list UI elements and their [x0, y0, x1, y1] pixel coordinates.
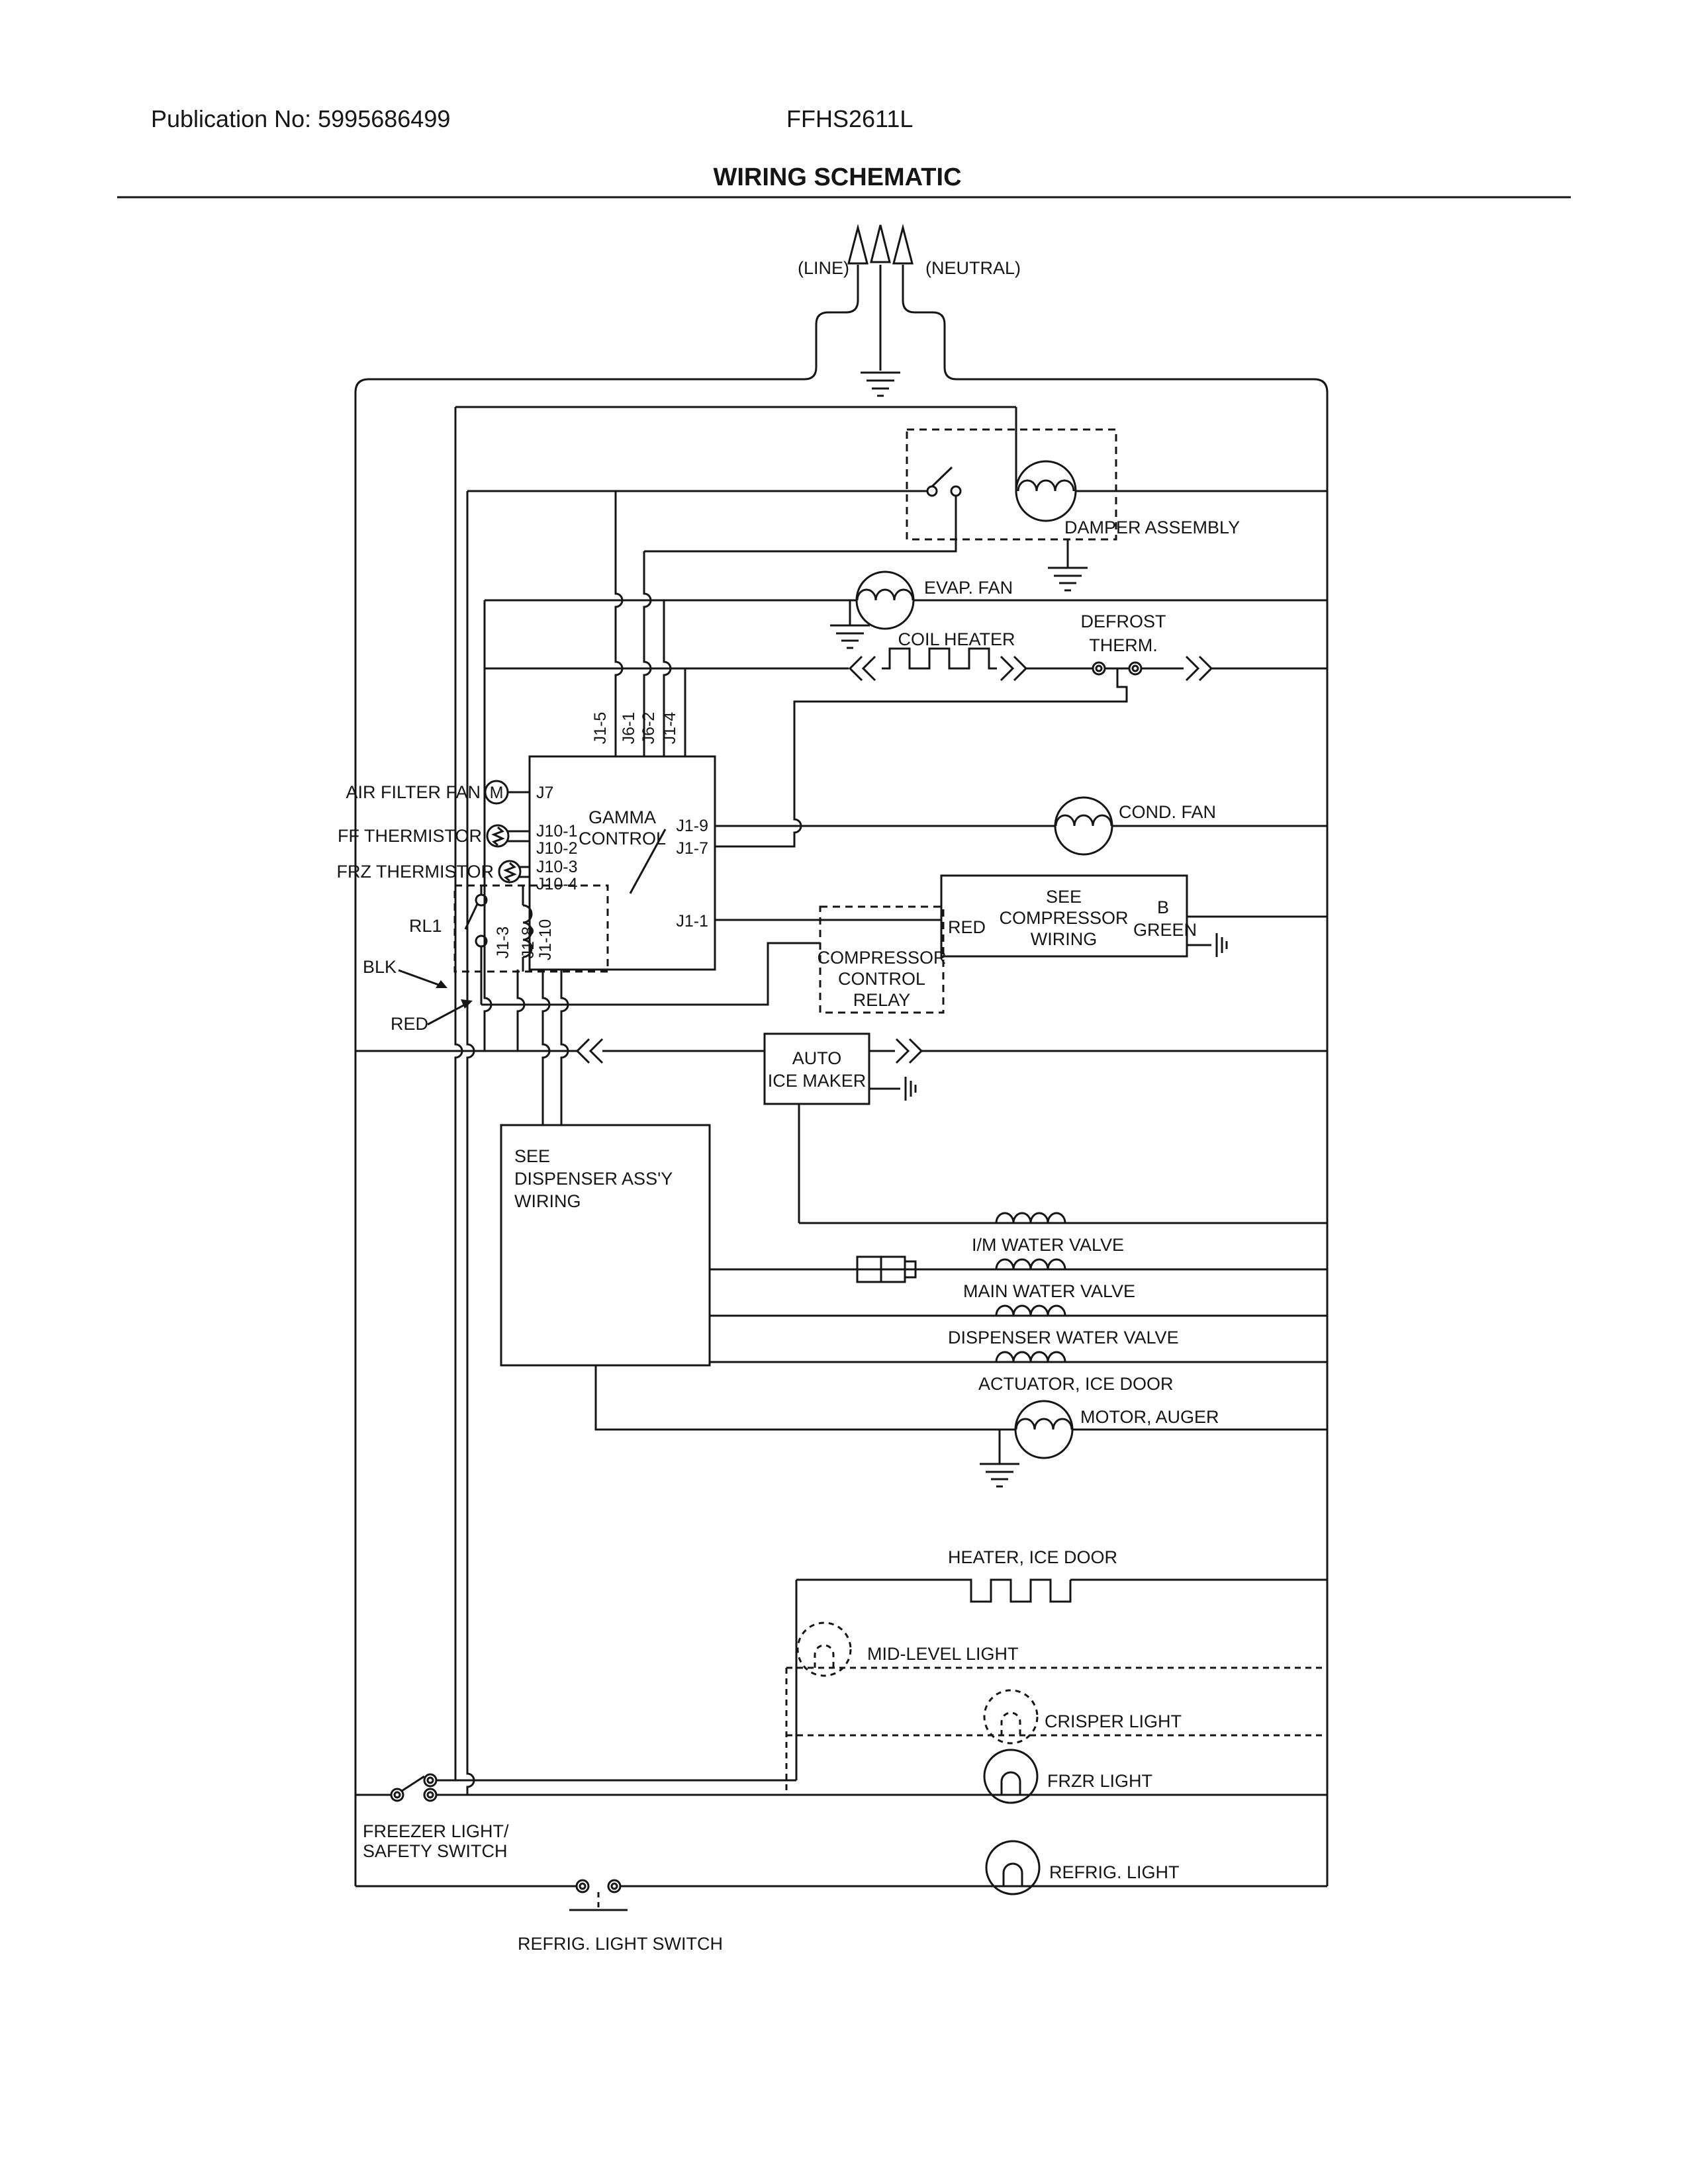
blk-leader [399, 970, 442, 986]
pin-label-j6-1: J6-1 [620, 711, 638, 745]
damper-switch-arm [932, 467, 952, 486]
relay-label-3: RELAY [853, 990, 911, 1010]
disp-label-1: SEE [514, 1146, 551, 1166]
pin-rail-j1-10 [561, 970, 568, 1125]
defrost-terminal [1133, 666, 1138, 671]
line-arrow-icon [849, 228, 867, 263]
ice-door-actuator [710, 1352, 1327, 1394]
cond-fan [715, 797, 1327, 854]
freezer-switch-label-1: FREEZER LIGHT/ [363, 1821, 509, 1841]
damper-ground-icon [1048, 568, 1088, 590]
disp-label-3: WIRING [514, 1191, 581, 1211]
damper-motor-coil [1018, 480, 1074, 491]
pin-label-j1-7: J1-7 [676, 839, 708, 858]
pin-label-j6-2: J6-2 [639, 711, 658, 745]
comp-ground-icon [1217, 933, 1227, 957]
im-water-valve [799, 1213, 1327, 1255]
chevron-right-icon [1186, 657, 1211, 680]
freezer-safety-switch [355, 1774, 1327, 1861]
auger-motor-icon [1015, 1401, 1072, 1458]
defrost-to-j1-7-wire [715, 668, 1127, 846]
refrig-light-switch [518, 1880, 723, 1954]
cond-fan-label: COND. FAN [1119, 802, 1217, 822]
switch-terminal [580, 1884, 585, 1889]
pin-label-j1-9: J1-9 [676, 817, 708, 835]
crisper-label: CRISPER LIGHT [1045, 1711, 1182, 1731]
chevron-right-icon [896, 1039, 921, 1063]
air-filter-fan-label: AIR FILTER FAN [346, 782, 481, 802]
cond-fan-motor-icon [1055, 797, 1112, 854]
line-label: (LINE) [797, 258, 849, 278]
page-title: WIRING SCHEMATIC [713, 163, 962, 191]
pin-label-j7: J7 [536, 784, 554, 802]
icemaker-label-2: ICE MAKER [767, 1071, 867, 1091]
pin-rail-j1-8 [543, 970, 549, 1125]
switch-terminal [428, 1778, 433, 1783]
relay-label-1: COMPRESSOR [817, 948, 947, 968]
damper-switch-branch [644, 496, 956, 551]
defrost-terminal [1129, 662, 1141, 674]
comp-see-label: SEE [1045, 887, 1082, 907]
left-rails [455, 407, 491, 1795]
main-valve-coil-icon [996, 1259, 1065, 1269]
defrost-label-1: DEFROST [1080, 612, 1166, 631]
damper-label: DAMPER ASSEMBLY [1064, 518, 1241, 537]
frzr-label: FRZR LIGHT [1047, 1771, 1152, 1791]
ice-maker-box [765, 1034, 869, 1104]
switch-terminal [391, 1789, 403, 1801]
defrost-label-2: THERM. [1089, 635, 1158, 655]
im-valve-coil-icon [996, 1213, 1065, 1223]
comp-compressor-label: COMPRESSOR [999, 908, 1129, 928]
ff-thermistor-label: FF THERMISTOR [337, 826, 482, 846]
switch-terminal [577, 1880, 588, 1892]
chevron-right-icon [1001, 657, 1026, 680]
disp-valve-label: DISPENSER WATER VALVE [948, 1328, 1179, 1347]
actuator-label: ACTUATOR, ICE DOOR [978, 1374, 1174, 1394]
pin-rail-j1-3 [518, 970, 524, 1051]
evap-ground-icon [830, 625, 870, 648]
red-leader [428, 1003, 467, 1024]
pin-label-j1-10: J1-10 [536, 919, 555, 961]
damper-assembly [467, 407, 1327, 590]
damper-switch-terminal [951, 486, 961, 496]
auger-ground-icon [980, 1464, 1019, 1486]
pin-label-j1-1: J1-1 [676, 912, 708, 931]
refrig-switch-label: REFRIG. LIGHT SWITCH [518, 1934, 724, 1954]
chevron-left-icon [850, 657, 875, 680]
actuator-coil-icon [996, 1352, 1065, 1362]
comp-red-label: RED [948, 917, 986, 937]
model-number: FFHS2611L [786, 105, 914, 132]
ground-arrow-icon [871, 225, 890, 262]
disp-label-2: DISPENSER ASS'Y [514, 1169, 673, 1189]
pin-label-j1-3: J1-3 [494, 926, 512, 959]
switch-terminal [608, 1880, 620, 1892]
main-valve-label: MAIN WATER VALVE [963, 1281, 1136, 1301]
damper-motor-icon [1016, 461, 1076, 521]
rl1-label: RL1 [409, 916, 442, 936]
pin-label-j10-1: J10-1 [536, 822, 578, 841]
gamma-label-1: GAMMA [588, 807, 657, 827]
switch-terminal [395, 1792, 400, 1797]
pin-label-j1-5: J1-5 [591, 711, 610, 745]
gamma-label-2: CONTROL [578, 829, 667, 848]
auger-motor [596, 1365, 1327, 1486]
chevron-left-icon [577, 1039, 602, 1063]
mid-level-light [786, 1623, 1327, 1795]
pin-label-j10-4: J10-4 [536, 875, 578, 893]
icemaker-ground-icon [906, 1077, 915, 1101]
auger-label: MOTOR, AUGER [1080, 1407, 1219, 1427]
comp-b-label: B [1156, 897, 1170, 917]
switch-arm [402, 1776, 424, 1791]
dispenser-water-valve [710, 1306, 1327, 1347]
pin-label-j1-8: J1-8 [519, 926, 538, 959]
pin-label-j10-2: J10-2 [536, 839, 578, 858]
neutral-label: (NEUTRAL) [925, 258, 1021, 278]
switch-terminal [424, 1774, 436, 1786]
page-header [117, 105, 1571, 197]
blk-label: BLK [363, 957, 397, 977]
neutral-arrow-icon [894, 228, 912, 263]
defrost-terminal [1093, 662, 1105, 674]
heater-label: HEATER, ICE DOOR [948, 1547, 1118, 1567]
coil-heater-resistor-icon [882, 649, 997, 668]
frz-thermistor-label: FRZ THERMISTOR [336, 862, 494, 882]
pin-label-j1-4: J1-4 [661, 711, 679, 745]
refrig-label: REFRIG. LIGHT [1049, 1862, 1180, 1882]
dispenser-assy-box [501, 1125, 710, 1365]
midlevel-label: MID-LEVEL LIGHT [867, 1644, 1019, 1664]
comp-wiring-label: WIRING [1030, 929, 1098, 949]
switch-terminal [612, 1884, 617, 1889]
defrost-terminal [1096, 666, 1102, 671]
freezer-switch-label-2: SAFETY SWITCH [363, 1841, 508, 1861]
red-label: RED [391, 1014, 429, 1034]
main-ground-icon [861, 373, 900, 396]
disp-valve-coil-icon [996, 1306, 1065, 1316]
pin-label-j10-3: J10-3 [536, 858, 578, 876]
switch-terminal [428, 1792, 433, 1797]
motor-m-label: M [489, 784, 504, 802]
icemaker-label-1: AUTO [792, 1048, 842, 1068]
ice-door-heater [796, 1547, 1327, 1780]
heater-resistor-icon [963, 1580, 1070, 1602]
evap-fan-label: EVAP. FAN [924, 578, 1013, 598]
crisper-light [786, 1690, 1327, 1743]
coil-heater-label: COIL HEATER [898, 629, 1015, 649]
comp-green-label: GREEN [1133, 920, 1197, 940]
evap-fan-motor-icon [857, 572, 914, 629]
main-water-valve [710, 1257, 1327, 1301]
im-valve-label: I/M WATER VALVE [972, 1235, 1125, 1255]
damper-switch-terminal [927, 486, 937, 496]
switch-terminal [424, 1789, 436, 1801]
publication-number: Publication No: 5995686499 [151, 105, 451, 132]
relay-label-2: CONTROL [837, 969, 926, 989]
